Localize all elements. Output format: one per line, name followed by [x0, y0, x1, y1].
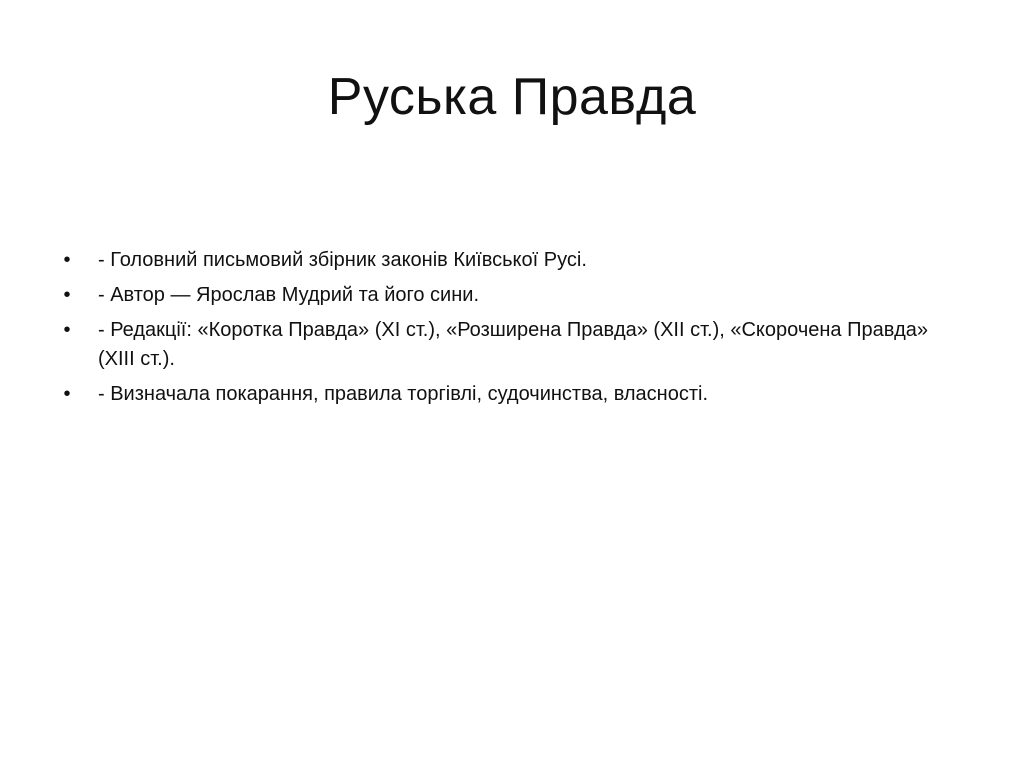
list-item-text: - Головний письмовий збірник законів Київської Русі.	[98, 249, 587, 271]
bullet-dot-icon: •	[63, 383, 71, 405]
list-item	[60, 281, 970, 310]
bullet-list	[60, 246, 970, 415]
list-item	[60, 246, 970, 275]
list-item	[60, 380, 970, 409]
bullet-dot-icon: •	[63, 319, 71, 341]
list-item-text: - Автор — Ярослав Мудрий та його сини.	[98, 284, 480, 306]
list-item-text: - Визначала покарання, правила торгівлі, судочинства, власності.	[98, 383, 709, 405]
bullet-dot-icon: •	[63, 284, 71, 306]
list-item-text: - Редакції: «Коротка Правда» (XI ст.), «Розширена Правда» (XII ст.), «Скорочена Правда» (XIII ст.).	[98, 319, 929, 370]
slide-title: Руська Правда	[327, 68, 697, 126]
bullet-dot-icon: •	[63, 249, 71, 271]
list-item	[60, 316, 970, 374]
